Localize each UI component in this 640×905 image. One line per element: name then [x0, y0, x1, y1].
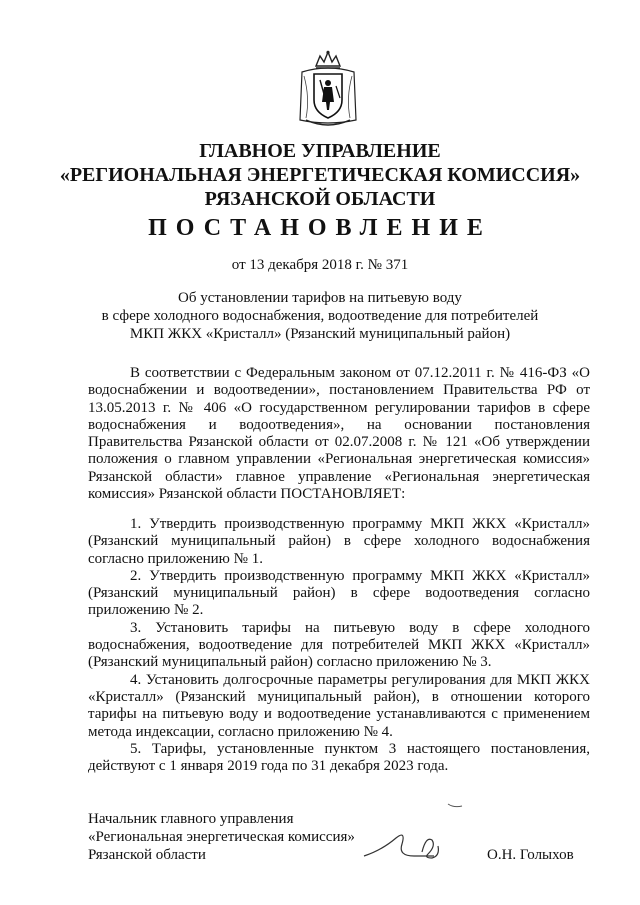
document-date-number: от 13 декабря 2018 г. № 371	[231, 257, 409, 273]
signatory-position	[88, 810, 355, 864]
agency-title-line3: РЯЗАНСКОЙ ОБЛАСТИ	[204, 188, 436, 210]
agency-title-line1: ГЛАВНОЕ УПРАВЛЕНИЕ	[199, 140, 441, 162]
signatory-position-line3: Рязанской области	[88, 847, 206, 863]
preamble-section	[88, 365, 590, 503]
signatory-position-line2: «Региональная энергетическая комиссия»	[88, 829, 355, 845]
subject-line: Об установлении тарифов на питьевую воду	[178, 290, 462, 306]
resolution-item-5: 5. Тарифы, установленные пунктом 3 настоящего постановления, действуют с 1 января 2019 года по 31 декабря 2023 года.	[88, 740, 590, 775]
agency-title-line2: «РЕГИОНАЛЬНАЯ ЭНЕРГЕТИЧЕСКАЯ КОМИССИЯ»	[59, 164, 581, 186]
resolution-item-1: 1. Утвердить производственную программу МКП ЖКХ «Кристалл» (Рязанский муниципальный район) в сфере холодного водоснабжения согласно приложению № 1.	[88, 516, 590, 567]
document-subject	[80, 289, 560, 343]
resolution-item-4: 4. Установить долгосрочные параметры регулирования для МКП ЖКХ «Кристалл» (Рязанский муниципальный район), в отношении которого тарифы на питьевую воду и водоотведение устанавливаются с применением метода индексации, согласно приложению № 4.	[88, 671, 590, 740]
subject-line: МКП ЖКХ «Кристалл» (Рязанский муниципальный район)	[129, 326, 511, 342]
resolution-item-2: 2. Утвердить производственную программу МКП ЖКХ «Кристалл» (Рязанский муниципальный район) в сфере водоотведения согласно приложению № 2.	[88, 567, 590, 619]
resolution-item-3: 3. Установить тарифы на питьевую воду в сфере холодного водоснабжения, водоотведение для потребителей МКП ЖКХ «Кристалл» (Рязанский муниципальный район) согласно приложению № 3.	[88, 619, 590, 671]
preamble-paragraph: В соответствии с Федеральным законом от 07.12.2011 г. № 416-ФЗ «О водоснабжении и водоотведении», постановлением Правительства РФ от 13.05.2013 г. № 406 «О государственном регулировании тарифов в сфере водоснабжения и водоотведения», на основании постановления Правительства Рязанской области от 02.07.2008 г. № 121 «Об утверждении положения о главном управлении «Региональная энергетическая комиссия» Рязанской области» главное управление «Региональная энергетическая комиссия» Рязанской области ПОСТАНОВЛЯЕТ:	[88, 365, 590, 503]
document-type-heading: ПОСТАНОВЛЕНИЕ	[148, 215, 492, 241]
handwritten-signature-icon	[362, 800, 472, 870]
subject-line: в сфере холодного водоснабжения, водоотведение для потребителей	[101, 308, 539, 324]
signatory-position-line1: Начальник главного управления	[88, 811, 294, 827]
resolution-items	[88, 516, 590, 775]
coat-of-arms-icon	[296, 50, 360, 128]
signatory-name: О.Н. Голыхов	[487, 847, 574, 863]
